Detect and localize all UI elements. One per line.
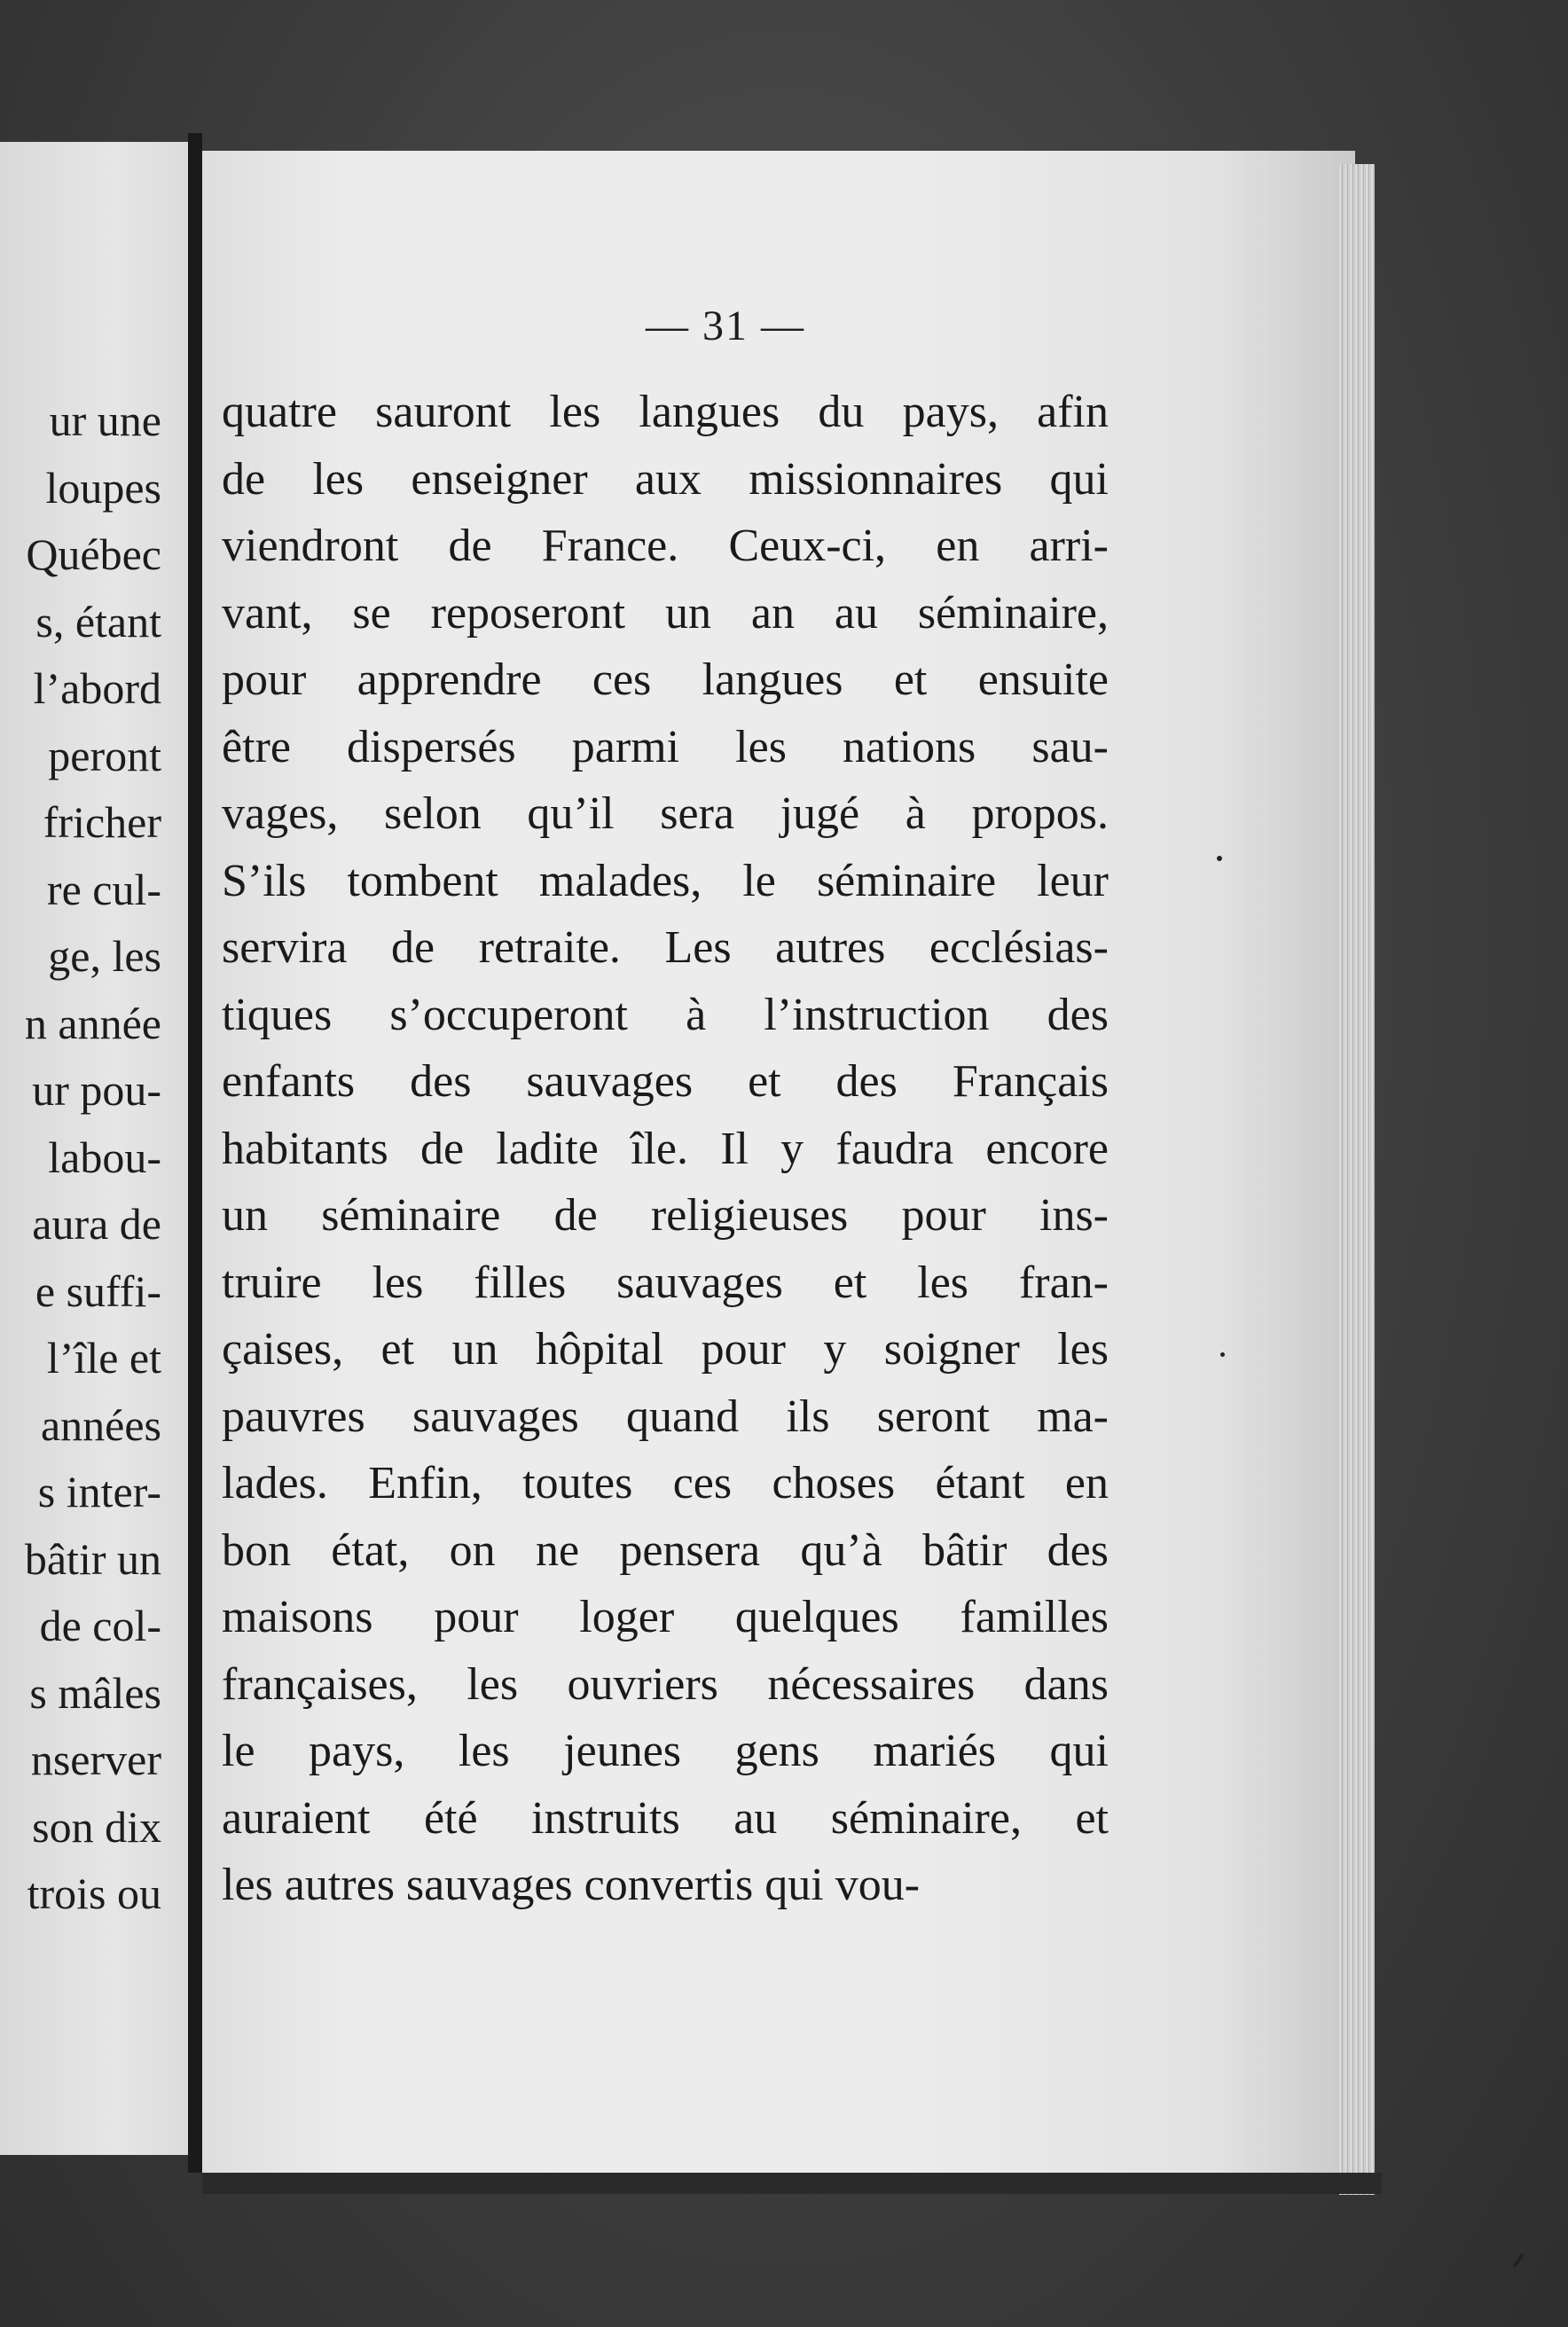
text-line: S’ils tombent malades, le séminaire leur [222,855,1109,906]
left-page-line: ur pou- [32,1065,161,1115]
left-page-line: labou- [48,1132,161,1182]
book-gutter [188,133,202,2173]
text-line: quatre sauront les langues du pays, afin [222,387,1109,437]
text-line: enfants des sauvages et des Français [222,1056,1109,1107]
text-line: viendront de France. Ceux-ci, en arri- [222,521,1109,571]
left-page-line: n année [24,998,161,1048]
left-page-line: fricher [43,797,161,847]
dust-speck [1217,856,1222,861]
text-line: truire les filles sauvages et les fran- [222,1257,1109,1308]
right-page [202,151,1355,2190]
text-line: le pays, les jeunes gens mariés qui [222,1726,1109,1776]
text-line: être dispersés parmi les nations sau- [222,721,1109,772]
left-page-line: bâtir un [24,1533,161,1584]
left-page-line: re cul- [46,864,161,914]
text-line: habitants de ladite île. Il y faudra encore [222,1123,1109,1174]
text-line: tiques s’occuperont à l’instruction des [222,989,1109,1040]
text-line: çaises, et un hôpital pour y soigner les [222,1324,1109,1375]
left-page-line: de col- [39,1601,161,1650]
text-line: françaises, les ouvriers nécessaires dans [222,1658,1109,1710]
page-number: — 31 — [646,302,805,349]
left-page-line: peront [48,730,161,780]
left-page-line: s, étant [35,596,161,646]
left-page-line: e suffi- [35,1265,161,1316]
text-line: pauvres sauvages quand ils seront ma- [222,1391,1109,1442]
left-page-line: Québec [26,529,161,579]
left-page-line: aura de [32,1199,161,1249]
text-line: vant, se reposeront un an au séminaire, [222,587,1109,639]
page-edges [1339,164,1375,2195]
left-page-line: trois ou [27,1869,161,1918]
page-body-text [222,379,1109,1919]
text-line: bon état, on ne pensera qu’à bâtir des [222,1524,1109,1576]
text-line: lades. Enfin, toutes ces choses étant en [222,1458,1109,1508]
left-page-line: ur une [49,396,161,445]
text-line: les autres sauvages convertis qui vou- [222,1860,921,1910]
left-page-line: loupes [45,462,161,513]
text-line: servira de retraite. Les autres ecclésias- [222,922,1109,973]
left-page-line: s inter- [37,1467,161,1516]
left-page-line: son dix [32,1801,161,1852]
left-page-line: nserver [30,1735,161,1784]
left-page [0,142,188,2155]
dust-speck [1220,1352,1225,1357]
left-page-line: l’île et [46,1333,161,1383]
left-page-line: ge, les [48,931,161,981]
text-line: pour apprendre ces langues et ensuite [222,654,1109,705]
text-line: maisons pour loger quelques familles [222,1592,1109,1642]
left-page-line: années [40,1399,161,1450]
left-page-text [25,388,161,1928]
left-page-line: l’abord [33,663,161,713]
bottom-shadow [202,2173,1382,2194]
text-line: vages, selon qu’il sera jugé à propos. [222,788,1109,839]
left-page-line: s mâles [29,1667,161,1718]
text-line: de les enseigner aux missionnaires qui [222,453,1109,505]
text-line: auraient été instruits au séminaire, et [222,1792,1109,1844]
text-line: un séminaire de religieuses pour ins- [222,1190,1109,1241]
